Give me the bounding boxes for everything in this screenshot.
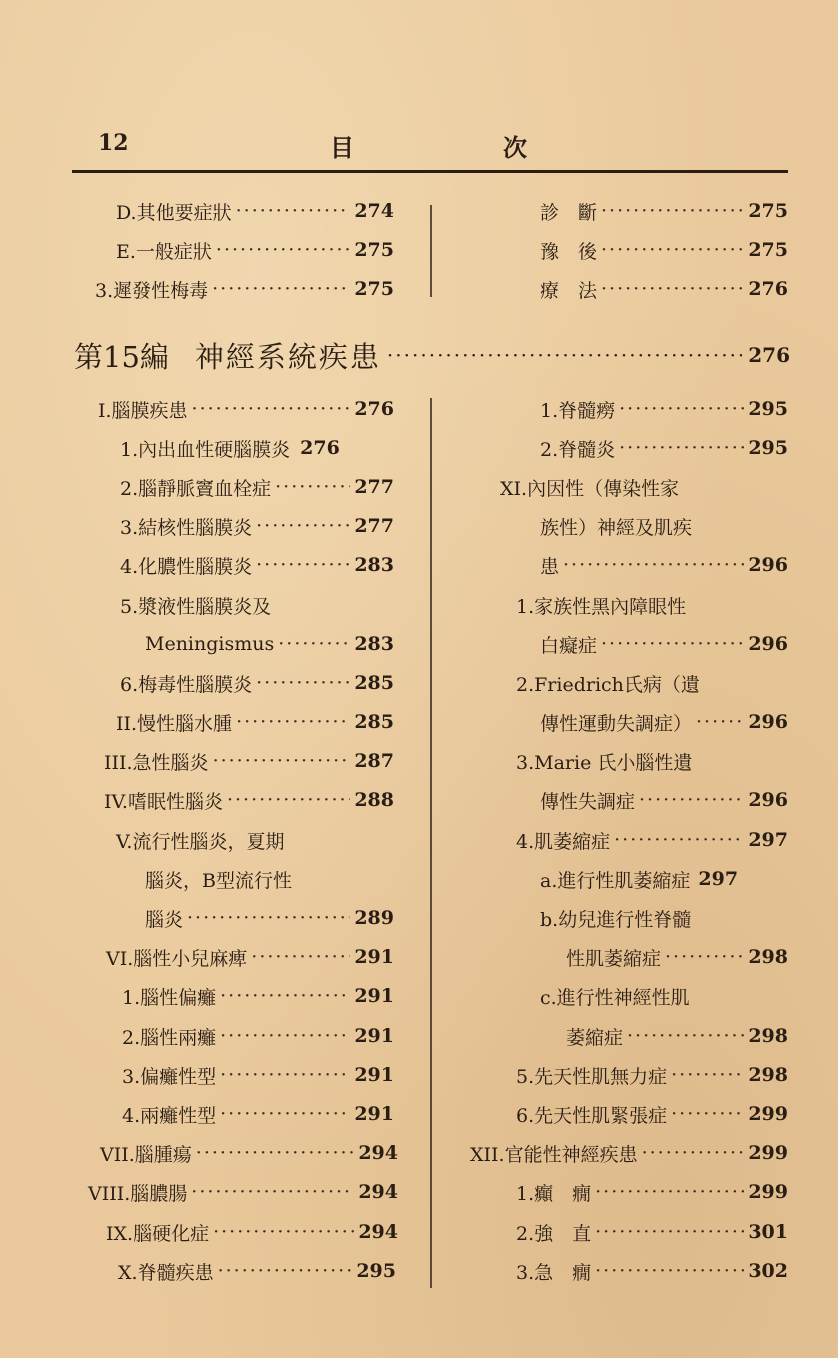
toc-entry <box>122 977 394 1015</box>
entry-page: 296 <box>748 789 788 811</box>
leader-dots <box>191 1183 354 1202</box>
leader-dots <box>192 400 351 419</box>
entry-page: 296 <box>748 633 788 655</box>
toc-entry-continuation <box>145 899 394 937</box>
entry-label: 2.脊髓炎 <box>540 438 616 461</box>
entry-page: 285 <box>354 672 394 694</box>
entry-label: I.腦膜疾患 <box>98 399 188 422</box>
toc-entry <box>120 429 394 467</box>
entry-label: 1.脊髓癆 <box>540 399 616 422</box>
entry-page: 285 <box>354 711 394 733</box>
toc-entry <box>88 1173 398 1211</box>
entry-label: III.急性腦炎 <box>104 751 209 774</box>
entry-page: 283 <box>354 633 394 655</box>
leader-dots <box>220 1066 350 1085</box>
toc-entry-continuation <box>145 860 394 898</box>
entry-page: 301 <box>748 1221 788 1243</box>
leader-dots <box>187 909 350 928</box>
leader-dots <box>601 280 744 299</box>
entry-label: 3.遲發性梅毒 <box>95 279 209 302</box>
entry-label: D.其他要症狀 <box>116 201 232 224</box>
toc-entry-continuation <box>540 781 788 819</box>
entry-label: 1.腦性偏癱 <box>122 986 217 1009</box>
entry-label: 2.Friedrich氏病（遺 <box>516 673 700 696</box>
leader-dots <box>278 635 350 654</box>
entry-label: b.幼兒進行性脊髓 <box>540 908 692 931</box>
toc-entry-continuation <box>540 546 788 584</box>
entry-page: 276 <box>300 437 340 459</box>
entry-label: 3.偏癱性型 <box>122 1065 217 1088</box>
entry-page: 299 <box>748 1103 788 1125</box>
toc-entry <box>540 429 788 467</box>
leader-dots <box>696 713 744 732</box>
leader-dots <box>665 948 744 967</box>
entry-label: 萎縮症 <box>566 1026 624 1049</box>
toc-entry-continuation <box>566 1017 788 1055</box>
leader-dots <box>256 674 350 693</box>
toc-entry-continuation <box>540 507 788 545</box>
entry-page: 277 <box>354 515 394 537</box>
toc-entry <box>540 860 788 898</box>
main-column-divider <box>430 398 432 1288</box>
entry-page: 275 <box>354 278 394 300</box>
toc-entry <box>106 938 394 976</box>
entry-page: 289 <box>354 907 394 929</box>
entry-label: 1.家族性黑內障眼性 <box>516 595 687 618</box>
header-title-right: 次 <box>503 133 527 162</box>
entry-page: 291 <box>354 1103 394 1125</box>
entry-label: 6.梅毒性腦膜炎 <box>120 673 253 696</box>
entry-page: 299 <box>748 1181 788 1203</box>
entry-page: 291 <box>354 946 394 968</box>
leader-dots <box>619 439 744 458</box>
entry-label: 5.漿液性腦膜炎及 <box>120 595 272 618</box>
toc-entry <box>106 1213 398 1251</box>
entry-page: 294 <box>358 1181 398 1203</box>
entry-page: 274 <box>354 200 394 222</box>
entry-label: VIII.腦膿腸 <box>88 1182 188 1205</box>
toc-entry <box>116 703 394 741</box>
leader-dots <box>642 1144 745 1163</box>
toc-entry <box>540 270 788 308</box>
leader-dots <box>671 1105 744 1124</box>
toc-entry <box>540 192 788 230</box>
entry-page: 277 <box>354 476 394 498</box>
entry-label: 腦炎，B型流行性 <box>145 869 292 892</box>
entry-label: 5.先天性肌無力症 <box>516 1065 668 1088</box>
entry-page: 295 <box>748 437 788 459</box>
entry-label: VII.腦腫瘍 <box>100 1143 192 1166</box>
page-number: 12 <box>98 130 129 156</box>
toc-entry <box>516 664 788 702</box>
entry-page: 297 <box>748 829 788 851</box>
leader-dots <box>220 1105 350 1124</box>
section-page: 276 <box>748 343 790 367</box>
toc-entry <box>516 742 788 780</box>
entry-page: 276 <box>354 398 394 420</box>
entry-page: 291 <box>354 1025 394 1047</box>
leader-dots <box>595 1223 744 1242</box>
entry-label: 6.先天性肌緊張症 <box>516 1104 668 1127</box>
entry-page: 302 <box>748 1260 788 1282</box>
entry-page: 276 <box>748 278 788 300</box>
section-title: 神經系統疾患 <box>194 339 381 374</box>
toc-entry <box>122 1095 394 1133</box>
entry-label: 傳性運動失調症） <box>540 712 693 735</box>
entry-page: 294 <box>358 1142 398 1164</box>
entry-label: X.脊髓疾患 <box>118 1261 214 1284</box>
entry-page: 275 <box>354 239 394 261</box>
leader-dots <box>212 280 350 299</box>
entry-label: 3.結核性腦膜炎 <box>120 516 253 539</box>
entry-label: 腦炎 <box>145 908 184 931</box>
toc-entry <box>118 1252 396 1290</box>
entry-label: 3.Marie 氏小腦性遺 <box>516 751 693 774</box>
toc-entry-continuation <box>540 625 788 663</box>
page-header <box>0 124 838 164</box>
entry-label: 3.急 癇 <box>516 1261 592 1284</box>
toc-entry <box>516 1173 788 1211</box>
toc-entry <box>120 468 394 506</box>
toc-entry <box>98 390 394 428</box>
toc-entry <box>116 821 394 859</box>
entry-label: Meningismus <box>145 633 275 655</box>
leader-dots <box>218 1262 353 1281</box>
entry-label: 白癡症 <box>540 634 598 657</box>
leader-dots <box>251 948 350 967</box>
section-heading <box>74 333 790 377</box>
leader-dots <box>601 202 744 221</box>
toc-entry <box>116 231 394 269</box>
leader-dots <box>563 556 744 575</box>
toc-entry <box>540 977 788 1015</box>
toc-entry <box>120 664 394 702</box>
entry-page: 299 <box>748 1142 788 1164</box>
entry-label: 1.癲 癇 <box>516 1182 592 1205</box>
entry-page: 287 <box>354 750 394 772</box>
entry-label: 性肌萎縮症 <box>566 947 662 970</box>
entry-page: 298 <box>748 946 788 968</box>
entry-label: XI.內因性（傳染性家 <box>500 477 680 500</box>
entry-label: IV.嗜眠性腦炎 <box>104 790 223 813</box>
entry-label: 4.兩癱性型 <box>122 1104 217 1127</box>
entry-page: 288 <box>354 789 394 811</box>
entry-page: 298 <box>748 1025 788 1047</box>
entry-label: 2.腦性兩癱 <box>122 1026 217 1049</box>
leader-dots <box>236 202 351 221</box>
leader-dots <box>619 400 744 419</box>
leader-dots <box>595 1262 744 1281</box>
entry-label: 2.強 直 <box>516 1222 592 1245</box>
toc-entry <box>104 781 394 819</box>
toc-entry <box>540 390 788 428</box>
leader-dots <box>256 517 350 536</box>
leader-dots <box>196 1144 355 1163</box>
toc-entry-continuation <box>566 938 788 976</box>
entry-label: 療 法 <box>540 279 598 302</box>
header-rule <box>72 170 788 173</box>
entry-page: 296 <box>748 711 788 733</box>
header-title-left: 目 <box>330 133 354 162</box>
entry-page: 295 <box>356 1260 396 1282</box>
leader-dots <box>614 831 744 850</box>
leader-dots <box>595 1183 744 1202</box>
toc-entry <box>516 1213 788 1251</box>
leader-dots <box>639 791 744 810</box>
leader-dots <box>213 752 351 771</box>
leader-dots <box>601 635 744 654</box>
toc-entry <box>516 1056 788 1094</box>
entry-label: 傳性失調症 <box>540 790 636 813</box>
toc-entry <box>516 1252 788 1290</box>
entry-page: 297 <box>698 868 739 890</box>
entry-label: VI.腦性小兒麻痺 <box>106 947 248 970</box>
toc-entry-continuation <box>145 625 394 663</box>
entry-label: 2.腦靜脈竇血栓症 <box>120 477 272 500</box>
entry-label: 診 斷 <box>540 201 598 224</box>
entry-page: 291 <box>354 1064 394 1086</box>
entry-label: 1.內出血性硬腦膜炎 <box>120 438 291 461</box>
toc-entry <box>516 821 788 859</box>
toc-entry <box>104 742 394 780</box>
toc-entry <box>516 586 788 624</box>
entry-label: IX.腦硬化症 <box>106 1222 210 1245</box>
entry-label: c.進行性神經性肌 <box>540 986 690 1009</box>
entry-label: XII.官能性神經疾患 <box>470 1143 638 1166</box>
entry-page: 275 <box>748 239 788 261</box>
entry-page: 296 <box>748 554 788 576</box>
leader-dots <box>213 1223 354 1242</box>
toc-entry <box>516 1095 788 1133</box>
leader-dots <box>627 1027 744 1046</box>
entry-page: 294 <box>358 1221 398 1243</box>
leader-dots <box>671 1066 744 1085</box>
entry-label: 4.化膿性腦膜炎 <box>120 555 253 578</box>
toc-entry <box>122 1017 394 1055</box>
toc-entry <box>122 1056 394 1094</box>
entry-page: 291 <box>354 985 394 1007</box>
leader-dots <box>275 478 350 497</box>
toc-entry <box>540 231 788 269</box>
leader-dots <box>216 241 350 260</box>
entry-page: 298 <box>748 1064 788 1086</box>
toc-entry-continuation <box>540 703 788 741</box>
entry-label: 4.肌萎縮症 <box>516 830 611 853</box>
entry-label: 族性）神經及肌疾 <box>540 516 693 539</box>
leader-dots <box>227 791 350 810</box>
toc-entry <box>116 192 394 230</box>
toc-entry <box>540 899 788 937</box>
toc-entry <box>470 1134 788 1172</box>
leader-dots <box>256 556 350 575</box>
entry-page: 283 <box>354 554 394 576</box>
toc-entry <box>120 507 394 545</box>
leader-dots <box>387 345 742 365</box>
toc-entry <box>120 546 394 584</box>
leader-dots <box>236 713 350 732</box>
entry-label: a.進行性肌萎縮症 <box>540 869 691 892</box>
leader-dots <box>601 241 744 260</box>
section-number: 第15編 <box>74 339 169 374</box>
leader-dots <box>220 987 350 1006</box>
entry-label: V.流行性腦炎，夏期 <box>116 830 285 853</box>
top-column-divider <box>430 205 432 297</box>
toc-entry <box>95 270 394 308</box>
leader-dots <box>220 1027 350 1046</box>
toc-entry <box>120 586 394 624</box>
entry-label: II.慢性腦水腫 <box>116 712 233 735</box>
entry-label: 豫 後 <box>540 240 598 263</box>
toc-entry <box>500 468 788 506</box>
entry-page: 275 <box>748 200 788 222</box>
entry-page: 295 <box>748 398 788 420</box>
toc-entry <box>100 1134 398 1172</box>
entry-label: 患 <box>540 555 560 578</box>
entry-label: E.一般症狀 <box>116 240 212 263</box>
